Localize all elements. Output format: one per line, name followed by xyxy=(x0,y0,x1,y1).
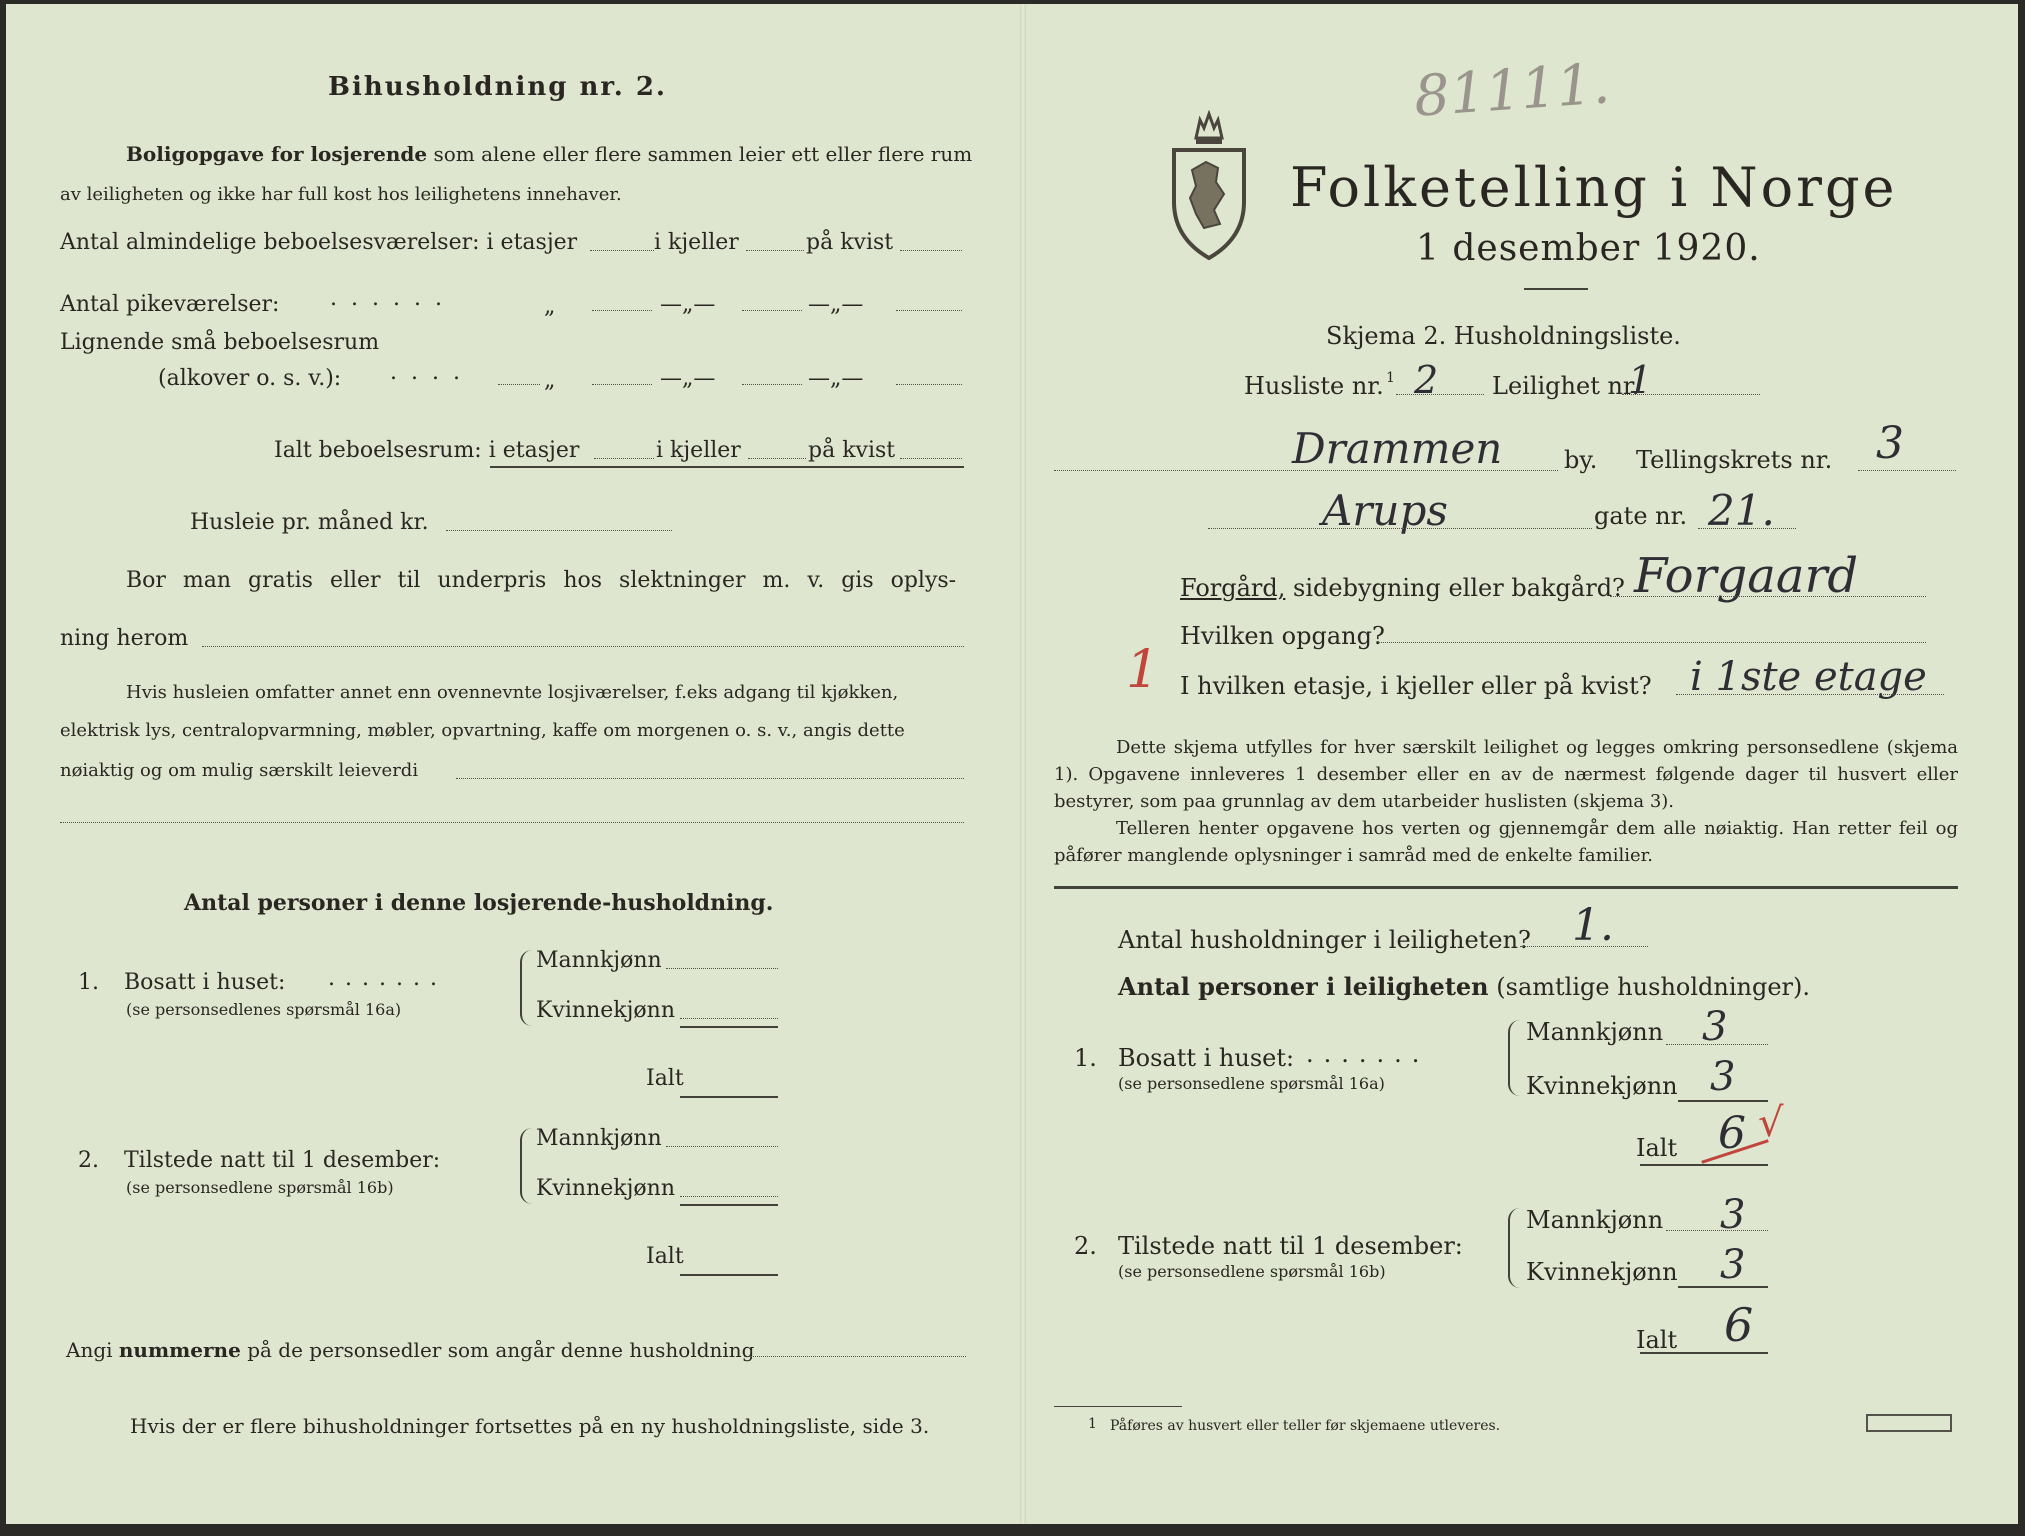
right-q1-dots: ....... xyxy=(1306,1040,1430,1068)
opgang-field xyxy=(1378,642,1926,643)
antal-hush-field xyxy=(1520,946,1648,947)
left-q2-ialt-field xyxy=(680,1274,778,1276)
etasje-value: i 1ste etage xyxy=(1690,654,1927,700)
right-q1-kvinne-value: 3 xyxy=(1710,1054,1736,1100)
pike-field-2 xyxy=(742,310,802,311)
right-q2-kvinne-label: Kvinnekjønn xyxy=(1526,1258,1678,1286)
angi-field xyxy=(744,1356,966,1357)
gate-field xyxy=(1698,528,1796,529)
gate-label: gate nr. xyxy=(1594,502,1688,530)
right-q1-rule xyxy=(1678,1100,1768,1102)
right-q2-ialt-label: Ialt xyxy=(1636,1326,1678,1354)
husleie-field xyxy=(446,530,672,531)
hvis-line-b: elektrisk lys, centralopvarmning, møbler, opvartning, kaffe om morgenen o. s. v., angis dette xyxy=(60,720,905,741)
left-q1-ialt-field xyxy=(680,1096,778,1098)
hvis-line-c: nøiaktig og om mulig særskilt leieverdi xyxy=(60,760,419,781)
ialt-rooms-label: Ialt beboelsesrum: i etasjer xyxy=(274,438,580,463)
footnote-text: Påføres av husvert eller teller før skjemaene utleveres. xyxy=(1110,1418,1501,1434)
left-q1-rule xyxy=(680,1026,778,1028)
right-q2-mann-label: Mannkjønn xyxy=(1526,1206,1664,1234)
city-value: Drammen xyxy=(1292,424,1503,473)
husliste-footnote-mark: 1 xyxy=(1386,370,1395,386)
leieverdi-field-2 xyxy=(60,822,964,823)
husliste-label: Husliste nr. xyxy=(1244,372,1384,400)
right-q2-brace xyxy=(1508,1208,1520,1288)
right-q1-ialt-field xyxy=(1640,1164,1768,1166)
street-value: Arups xyxy=(1322,486,1448,535)
gratis-field xyxy=(202,646,964,647)
left-q2-kvinne-label: Kvinnekjønn xyxy=(536,1176,675,1201)
pike-ditto-1: „ xyxy=(544,294,556,319)
left-footer: Hvis der er flere bihusholdninger fortsettes på en ny husholdningsliste, side 3. xyxy=(130,1414,930,1438)
alkover-field-2 xyxy=(742,384,802,385)
right-subtitle: 1 desember 1920. xyxy=(1416,228,1761,269)
right-persons-heading-bold: Antal personer i leiligheten xyxy=(1118,972,1489,1001)
instruction-para-1: Dette skjema utfylles for hver særskilt leilighet og legges omkring personsedlene (skjema 1). Opgavene innleveres 1 desember eller en av de nærmest følgende dager til husvert eller bestyrer, som paa grunnlag av dem utarbeider huslisten (skjema 3). xyxy=(1054,737,1958,812)
street-field xyxy=(1208,528,1592,529)
ialt-etasjer-field xyxy=(594,458,654,459)
right-q1-mann-label: Mannkjønn xyxy=(1526,1018,1664,1046)
right-q1-kvinne-label: Kvinnekjønn xyxy=(1526,1072,1678,1100)
leilighet-field xyxy=(1622,394,1760,395)
alkover-label-b: (alkover o. s. v.): xyxy=(158,366,342,391)
right-q1-ialt-label: Ialt xyxy=(1636,1134,1678,1162)
left-q2-sub: (se personsedlene spørsmål 16b) xyxy=(126,1178,394,1197)
opgang-question: Hvilken opgang? xyxy=(1180,622,1385,650)
intro-line-1 xyxy=(126,142,972,166)
pike-field-3 xyxy=(896,310,962,311)
right-q2-mann-field xyxy=(1666,1230,1768,1231)
etasje-question: I hvilken etasje, i kjeller eller på kvist? xyxy=(1180,672,1652,700)
left-q1-ialt-label: Ialt xyxy=(646,1066,684,1091)
angi-c: på de personsedler som angår denne husholdning xyxy=(247,1338,755,1362)
ialt-rule xyxy=(490,466,964,468)
city-field xyxy=(1054,470,1558,471)
stamp-number: 81111. xyxy=(1411,51,1612,130)
page-fold xyxy=(1020,4,1026,1524)
alkover-ditto-2: —„— xyxy=(660,366,716,391)
schema-label: Skjema 2. Husholdningsliste. xyxy=(1326,322,1681,350)
kvist-label: på kvist xyxy=(806,230,894,255)
left-q1-brace xyxy=(520,950,532,1026)
right-q2-mann-value: 3 xyxy=(1720,1192,1746,1238)
left-q1-mann-field xyxy=(666,968,778,969)
right-q2-kvinne-value: 3 xyxy=(1720,1242,1746,1288)
gratis-line-a: Bor man gratis eller til underpris hos slektninger m. v. gis oplys- xyxy=(126,568,957,593)
left-q1-mann-label: Mannkjønn xyxy=(536,948,662,973)
intro-rest: som alene eller flere sammen leier ett eller flere rum xyxy=(433,142,973,166)
right-title: Folketelling i Norge xyxy=(1290,156,1898,219)
husliste-value: 2 xyxy=(1414,358,1439,402)
angi-b: nummerne xyxy=(118,1338,241,1362)
right-q2-ialt-value: 6 xyxy=(1724,1298,1754,1352)
left-q2-mann-field xyxy=(666,1146,778,1147)
pike-ditto-2: —„— xyxy=(660,292,716,317)
alkover-ditto-3: —„— xyxy=(808,366,864,391)
right-q1-number: 1. xyxy=(1074,1044,1097,1072)
pike-dots: ...... xyxy=(330,286,456,311)
forgard-field xyxy=(1610,596,1926,597)
right-q1-mann-field xyxy=(1666,1044,1768,1045)
antal-hush-label: Antal husholdninger i leiligheten? xyxy=(1118,926,1531,954)
instruction-para-2: Telleren henter opgavene hos verten og gjennemgår dem alle nøiaktig. Han retter feil og påfører manglende oplysninger i samråd med de enkelte familier. xyxy=(1054,818,1958,866)
krets-value: 3 xyxy=(1876,418,1904,469)
right-persons-heading xyxy=(1118,972,1810,1001)
kjeller-label: i kjeller xyxy=(654,230,739,255)
right-q2-sub: (se personsedlene spørsmål 16b) xyxy=(1118,1262,1386,1281)
etasjer-field xyxy=(590,250,654,251)
check-mark-icon: √ xyxy=(1758,1100,1784,1146)
right-q1-sub: (se personsedlene spørsmål 16a) xyxy=(1118,1074,1385,1093)
instructions-rule xyxy=(1054,886,1958,889)
right-q2-number: 2. xyxy=(1074,1232,1097,1260)
left-q2-mann-label: Mannkjønn xyxy=(536,1126,662,1151)
angi-line xyxy=(66,1338,754,1362)
hvis-line-a: Hvis husleien omfatter annet enn ovennevnte losjiværelser, f.eks adgang til kjøkken, xyxy=(126,682,899,703)
left-q2-kvinne-field xyxy=(680,1196,778,1197)
right-q1-ialt-value: 6 xyxy=(1718,1108,1746,1159)
kjeller-field xyxy=(746,250,804,251)
left-persons-heading: Antal personer i denne losjerende-husholdning. xyxy=(184,890,774,916)
forgard-question xyxy=(1180,574,1625,602)
rooms-row-label: Antal almindelige beboelsesværelser: i etasjer xyxy=(60,230,578,255)
gate-value: 21. xyxy=(1708,486,1775,535)
intro-line-2: av leiligheten og ikke har full kost hos leilighetens innehaver. xyxy=(60,184,622,205)
right-q1-mann-value: 3 xyxy=(1702,1004,1728,1050)
pike-ditto-3: —„— xyxy=(808,292,864,317)
alkover-dots: .... xyxy=(390,360,474,385)
forgard-underlined: Forgård, xyxy=(1180,574,1286,602)
right-q2-rule xyxy=(1678,1286,1768,1288)
left-q2-label: Tilstede natt til 1 desember: xyxy=(124,1148,441,1173)
by-label: by. xyxy=(1564,446,1598,474)
left-q2-ialt-label: Ialt xyxy=(646,1244,684,1269)
title-divider xyxy=(1524,288,1588,290)
angi-a: Angi xyxy=(66,1338,113,1362)
leilighet-label: Leilighet nr. xyxy=(1492,372,1640,400)
right-q2-label: Tilstede natt til 1 desember: xyxy=(1118,1232,1463,1260)
intro-bold: Boligopgave for losjerende xyxy=(126,142,428,166)
margin-mark: 1 xyxy=(1126,640,1160,700)
leilighet-value: 1 xyxy=(1628,358,1653,402)
pike-field-1 xyxy=(592,310,652,311)
forgard-value: Forgaard xyxy=(1634,548,1859,604)
husliste-field xyxy=(1396,394,1484,395)
alkover-field-3 xyxy=(896,384,962,385)
right-persons-heading-rest: (samtlige husholdninger). xyxy=(1496,973,1811,1001)
right-q1-brace xyxy=(1508,1020,1520,1096)
left-q2-number: 2. xyxy=(78,1148,99,1173)
alkover-ditto-1: „ xyxy=(544,368,556,393)
etasje-field xyxy=(1676,694,1944,695)
ialt-kvist-label: på kvist xyxy=(808,438,896,463)
left-q1-label: Bosatt i huset: xyxy=(124,970,286,995)
krets-label: Tellingskrets nr. xyxy=(1636,446,1833,474)
krets-field xyxy=(1858,470,1956,471)
left-q2-brace xyxy=(520,1128,532,1204)
coat-of-arms-icon xyxy=(1166,110,1252,262)
footnote-mark: 1 xyxy=(1088,1416,1097,1432)
alkover-label-a: Lignende små beboelsesrum xyxy=(60,330,380,355)
left-q2-rule xyxy=(680,1204,778,1206)
left-q1-kvinne-field xyxy=(680,1018,778,1019)
kvist-field xyxy=(900,250,962,251)
footnote-rule xyxy=(1054,1406,1182,1407)
left-title: Bihusholdning nr. 2. xyxy=(328,72,667,102)
left-q1-number: 1. xyxy=(78,970,99,995)
leieverdi-field xyxy=(456,778,964,779)
printer-mark xyxy=(1866,1414,1952,1432)
pike-label: Antal pikeværelser: xyxy=(60,292,280,317)
husleie-label: Husleie pr. måned kr. xyxy=(190,510,429,535)
right-q2-ialt-field xyxy=(1640,1352,1768,1354)
ialt-kjeller-label: i kjeller xyxy=(656,438,741,463)
right-q1-label: Bosatt i huset: xyxy=(1118,1044,1295,1072)
ialt-kvist-field xyxy=(900,458,962,459)
left-q1-sub: (se personsedlenes spørsmål 16a) xyxy=(126,1000,402,1019)
gratis-line-b: ning herom xyxy=(60,626,189,651)
alkover-field-1 xyxy=(592,384,652,385)
antal-hush-value: 1. xyxy=(1572,900,1614,951)
forgard-rest: sidebygning eller bakgård? xyxy=(1293,574,1625,602)
left-q1-dots: ....... xyxy=(328,966,447,991)
left-q1-kvinne-label: Kvinnekjønn xyxy=(536,998,675,1023)
ialt-kjeller-field xyxy=(748,458,806,459)
alkover-field-0 xyxy=(498,384,540,385)
